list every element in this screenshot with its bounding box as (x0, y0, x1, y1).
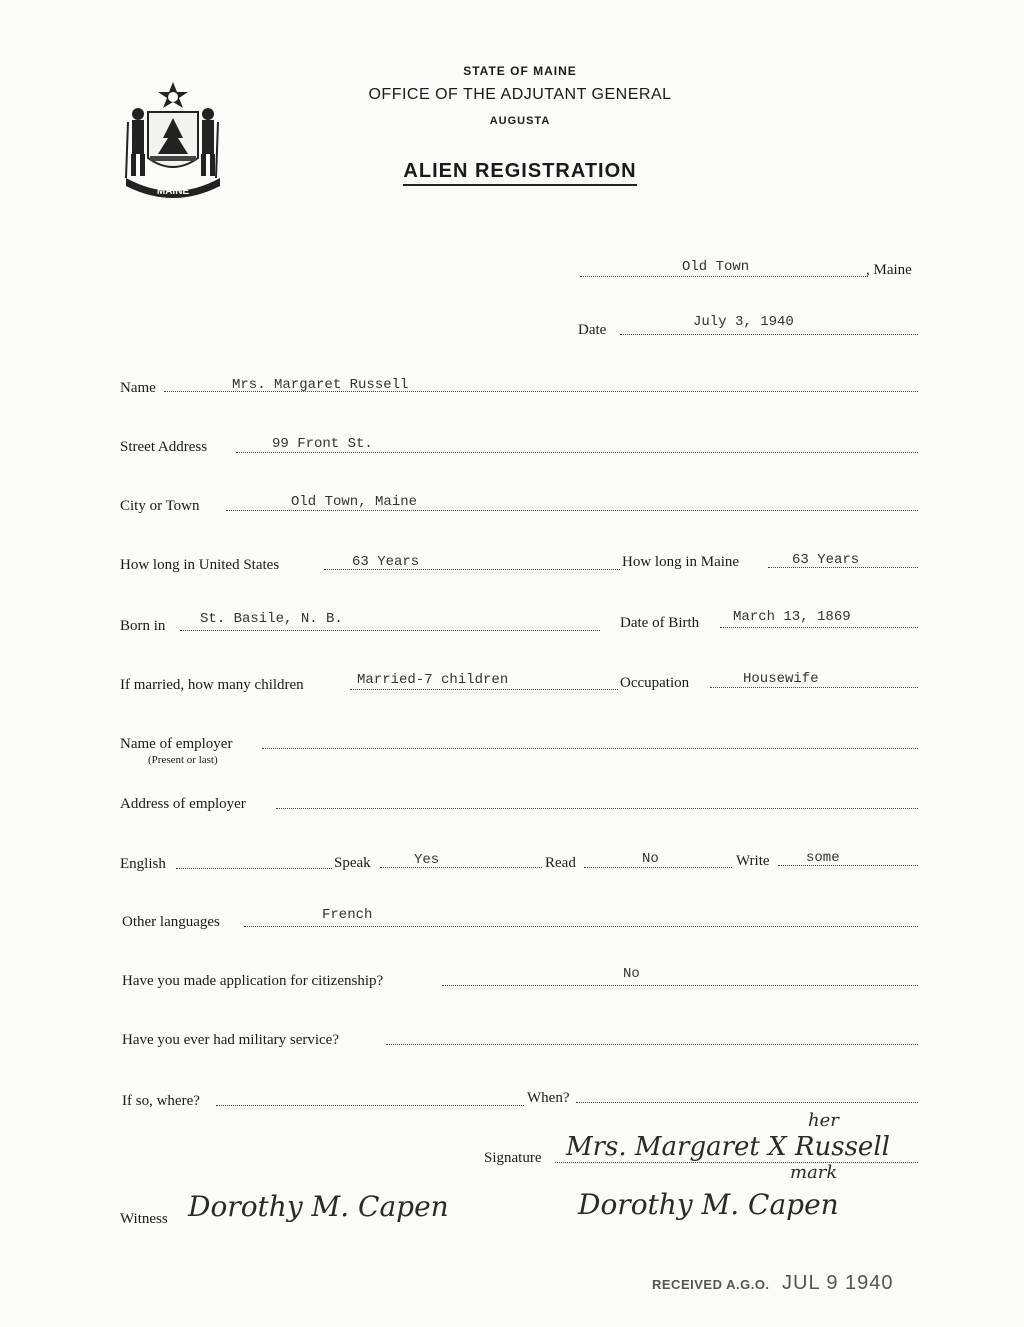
employer-address-label: Address of employer (120, 796, 246, 812)
where-label: If so, where? (122, 1093, 200, 1109)
maine-seal-icon (118, 78, 228, 200)
born-value: St. Basile, N. B. (200, 611, 343, 627)
citizenship-dots (442, 985, 918, 986)
other-lang-value: French (322, 907, 373, 923)
witness-label: Witness (120, 1211, 168, 1227)
born-label: Born in (120, 618, 166, 634)
received-stamp (652, 1272, 894, 1295)
street-value: 99 Front St. (272, 436, 373, 452)
signature-value: Mrs. Margaret X Russell (566, 1132, 890, 1162)
employer-label: Name of employer (120, 736, 233, 752)
employer-sub: (Present or last) (148, 754, 218, 766)
read-value: No (642, 851, 659, 867)
where-dots (216, 1105, 524, 1106)
how-long-maine-value: 63 Years (792, 552, 860, 568)
street-dots (236, 452, 918, 453)
town-suffix: , Maine (866, 262, 912, 278)
write-label: Write (736, 853, 770, 869)
dob-value: March 13, 1869 (733, 609, 851, 625)
city-value: Old Town, Maine (291, 494, 418, 510)
when-dots (576, 1102, 918, 1103)
state-heading: STATE OF MAINE (463, 64, 577, 78)
occupation-dots (710, 687, 918, 688)
how-long-us-value: 63 Years (352, 554, 420, 570)
other-lang-label: Other languages (122, 914, 220, 930)
signature-dots (555, 1162, 918, 1163)
speak-dots (380, 867, 542, 868)
office-heading: OFFICE OF THE ADJUTANT GENERAL (368, 86, 672, 103)
date-value: July 3, 1940 (693, 314, 794, 330)
speak-value: Yes (414, 852, 440, 868)
city-heading: AUGUSTA (489, 115, 551, 127)
seal-text: MAINE (156, 186, 190, 197)
married-dots (350, 689, 618, 690)
city-dots (226, 510, 918, 511)
received-text: RECEIVED A.G.O. (652, 1277, 770, 1292)
dob-label: Date of Birth (620, 615, 700, 631)
write-value: some (806, 850, 840, 866)
speak-label: Speak (334, 855, 371, 871)
employer-address-dots (276, 808, 918, 809)
signature-mark: mark (790, 1162, 838, 1183)
witness-signature-1: Dorothy M. Capen (188, 1190, 449, 1223)
date-label: Date (578, 322, 607, 338)
date-dots (620, 334, 918, 335)
signature-label: Signature (484, 1150, 542, 1166)
read-label: Read (545, 855, 576, 871)
signature-her: her (808, 1110, 839, 1131)
how-long-maine-label: How long in Maine (622, 554, 740, 570)
town-dots (580, 276, 868, 277)
military-dots (386, 1044, 918, 1045)
town-value: Old Town (682, 259, 750, 275)
citizenship-label: Have you made application for citizenship? (122, 973, 384, 989)
when-label: When? (527, 1090, 570, 1106)
city-label: City or Town (120, 498, 200, 514)
employer-dots (262, 748, 918, 749)
dob-dots (720, 627, 918, 628)
born-dots (180, 630, 600, 631)
street-label: Street Address (120, 439, 208, 455)
citizenship-value: No (623, 966, 640, 982)
married-label: If married, how many children (120, 677, 304, 693)
name-label: Name (120, 380, 156, 396)
name-value: Mrs. Margaret Russell (232, 377, 409, 393)
read-dots (584, 867, 732, 868)
how-long-us-label: How long in United States (120, 557, 280, 573)
witness-signature-2: Dorothy M. Capen (578, 1188, 839, 1221)
other-lang-dots (244, 926, 918, 927)
occupation-label: Occupation (620, 675, 690, 691)
married-value: Married-7 children (357, 672, 509, 688)
english-label: English (120, 856, 166, 872)
occupation-value: Housewife (743, 671, 819, 687)
received-date: JUL 9 1940 (782, 1272, 894, 1294)
military-label: Have you ever had military service? (122, 1032, 339, 1048)
form-title-text: ALIEN REGISTRATION (403, 160, 636, 186)
write-dots (778, 865, 918, 866)
english-dots (176, 868, 332, 869)
